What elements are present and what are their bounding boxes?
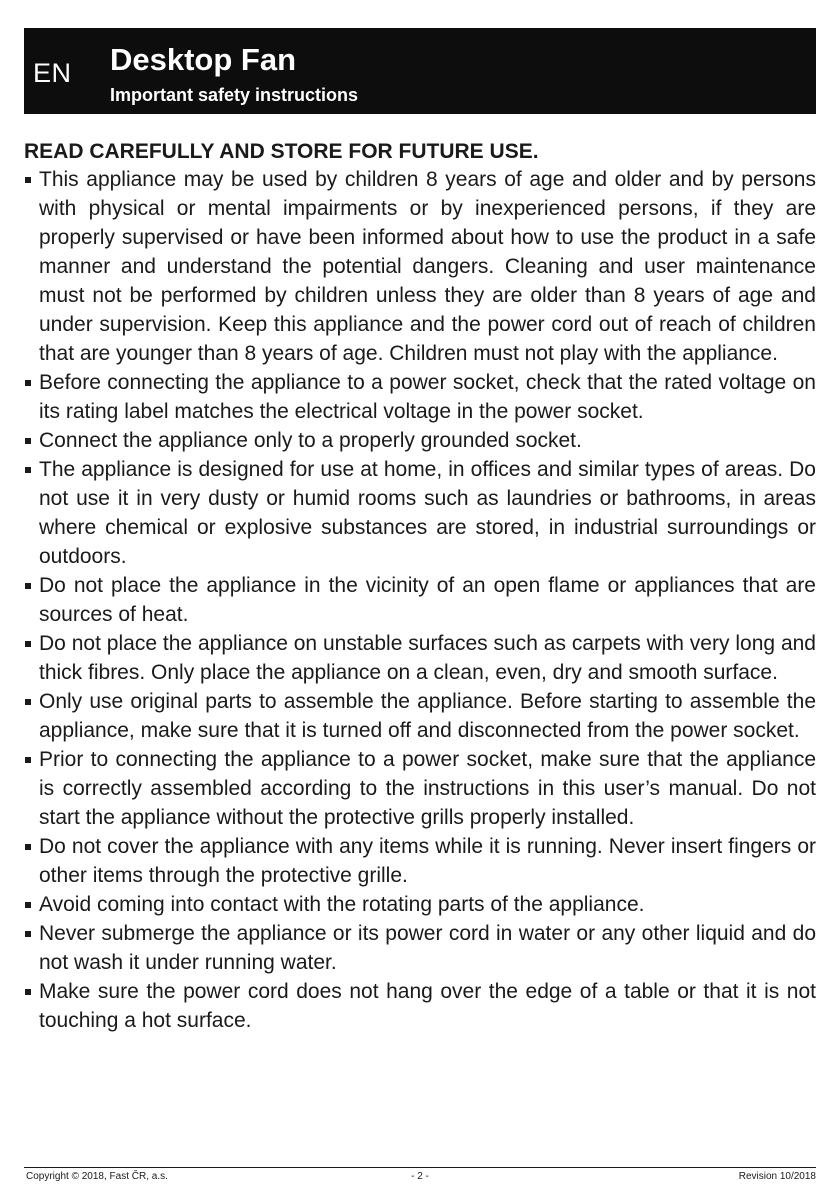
bullet-icon <box>25 902 31 908</box>
language-code: EN <box>33 58 72 88</box>
list-item-text: Connect the appliance only to a properly grounded socket. <box>39 429 582 452</box>
bullet-icon <box>25 757 31 763</box>
list-item-text: Do not place the appliance on unstable surfaces such as carpets with very long and thick fibres. Only place the appliance on a clean, even, dry and smooth surface. <box>39 632 816 684</box>
document-subtitle: Important safety instructions <box>110 85 359 105</box>
safety-instructions-list <box>24 165 816 1035</box>
bullet-icon <box>25 989 31 995</box>
list-item <box>24 455 816 571</box>
list-item <box>24 977 816 1035</box>
bullet-icon <box>25 583 31 589</box>
list-item-text: This appliance may be used by children 8 years of age and older and by persons with physical or mental impairments or by inexperienced persons, if they are properly supervised or have been informed about how to use the product in a safe manner and understand the potential dangers. Cleaning and user maintenance must not be performed by children unless they are older than 8 years of age and under supervision. Keep this appliance and the power cord out of reach of children that are younger than 8 years of age. Children must not play with the appliance. <box>39 168 816 365</box>
list-item-text: Never submerge the appliance or its power cord in water or any other liquid and do not wash it under running water. <box>39 922 816 974</box>
bullet-icon <box>25 931 31 937</box>
bullet-icon <box>25 177 31 183</box>
list-item-text: Do not cover the appliance with any items while it is running. Never insert fingers or other items through the protective grille. <box>39 835 816 887</box>
bullet-icon <box>25 380 31 386</box>
document-title: Desktop Fan <box>110 42 297 77</box>
list-item-text: Before connecting the appliance to a power socket, check that the rated voltage on its rating label matches the electrical voltage in the power socket. <box>39 371 816 423</box>
bullet-icon <box>25 641 31 647</box>
list-item <box>24 687 816 745</box>
list-item-text: Make sure the power cord does not hang over the edge of a table or that it is not touching a hot surface. <box>39 980 816 1032</box>
list-item-text: Only use original parts to assemble the appliance. Before starting to assemble the appliance, make sure that it is turned off and disconnected from the power socket. <box>39 690 816 742</box>
bullet-icon <box>25 699 31 705</box>
bullet-icon <box>25 844 31 850</box>
list-item <box>24 165 816 368</box>
footer-page-number: - 2 - <box>411 1171 429 1182</box>
list-item <box>24 919 816 977</box>
header-banner <box>24 28 816 114</box>
list-item <box>24 890 816 919</box>
footer-revision: Revision 10/2018 <box>738 1171 816 1182</box>
list-item-text: Prior to connecting the appliance to a power socket, make sure that the appliance is correctly assembled according to the instructions in this user’s manual. Do not start the appliance without the protective grills properly installed. <box>39 748 816 829</box>
list-item <box>24 832 816 890</box>
list-item-text: Avoid coming into contact with the rotating parts of the appliance. <box>39 893 645 916</box>
list-item <box>24 745 816 832</box>
list-item <box>24 426 816 455</box>
list-item-text: The appliance is designed for use at home, in offices and similar types of areas. Do not use it in very dusty or humid rooms such as laundries or bathrooms, in areas where chemical or explosive substances are stored, in industrial surroundings or outdoors. <box>39 458 816 568</box>
bullet-icon <box>25 467 31 473</box>
list-item <box>24 629 816 687</box>
list-item <box>24 368 816 426</box>
list-item <box>24 571 816 629</box>
section-heading: READ CAREFULLY AND STORE FOR FUTURE USE. <box>24 140 539 163</box>
footer-divider <box>24 1167 816 1168</box>
footer-copyright: Copyright © 2018, Fast ČR, a.s. <box>26 1171 168 1182</box>
bullet-icon <box>25 438 31 444</box>
list-item-text: Do not place the appliance in the vicinity of an open flame or appliances that are sources of heat. <box>39 574 816 626</box>
